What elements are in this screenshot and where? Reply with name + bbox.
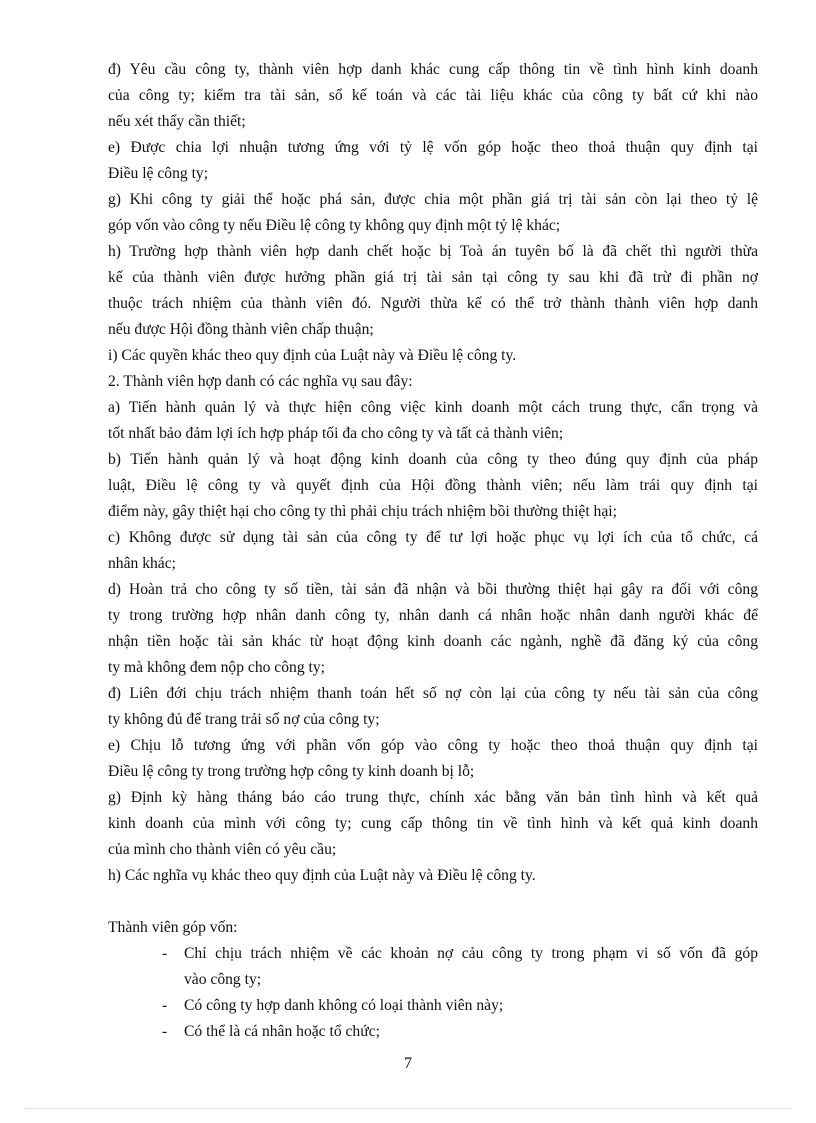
bullet-dash: - <box>162 945 168 962</box>
text-line: ty mà không đem nộp cho công ty; <box>108 659 325 676</box>
text-line: i) Các quyền khác theo quy định của Luật này và Điều lệ công ty. <box>108 347 517 364</box>
text-line: kế của thành viên được hưởng phần giá trị tài sản tại công ty sau khi đã trừ đi phần nợ <box>108 269 758 286</box>
text-line: ty không đủ để trang trải số nợ của công ty; <box>108 711 380 728</box>
bullet-text: Chỉ chịu trách nhiệm về các khoản nợ cảu công ty trong phạm vi số vốn đã góp <box>184 945 758 962</box>
text-line: b) Tiến hành quản lý và hoạt động kinh doanh của công ty theo đúng quy định của pháp <box>108 451 758 468</box>
text-line: của mình cho thành viên có yêu cầu; <box>108 841 337 858</box>
bullet-item <box>108 941 758 967</box>
text-line: Điều lệ công ty trong trường hợp công ty kinh doanh bị lỗ; <box>108 763 475 780</box>
section-heading: Thành viên góp vốn: <box>108 919 238 936</box>
page-bottom-border <box>24 1108 792 1109</box>
text-line: luật, Điều lệ công ty và quyết định của Hội đồng thành viên; nếu làm trái quy định tại <box>108 477 758 494</box>
text-line: thuộc trách nhiệm của thành viên đó. Người thừa kế có thể trở thành thành viên hợp danh <box>108 295 758 312</box>
bullet-item <box>108 1019 758 1045</box>
page-number: 7 <box>404 1055 412 1072</box>
body-text <box>108 57 758 889</box>
text-line: của công ty; kiểm tra tài sản, sổ kế toán và các tài liệu khác của công ty bất cứ khi nào <box>108 87 758 104</box>
text-line: đ) Yêu cầu công ty, thành viên hợp danh khác cung cấp thông tin về tình hình kinh doanh <box>108 61 758 78</box>
text-line: kinh doanh của mình với công ty; cung cấp thông tin về tình hình và kết quả kinh doanh <box>108 815 758 832</box>
text-line: góp vốn vào công ty nếu Điều lệ công ty không quy định một tỷ lệ khác; <box>108 217 561 234</box>
text-line: điểm này, gây thiệt hại cho công ty thì phải chịu trách nhiệm bồi thường thiệt hại; <box>108 503 617 520</box>
text-line: đ) Liên đới chịu trách nhiệm thanh toán hết số nợ còn lại của công ty nếu tài sản của công <box>108 685 758 702</box>
text-line: a) Tiến hành quản lý và thực hiện công việc kinh doanh một cách trung thực, cẩn trọng và <box>108 399 758 416</box>
text-line: d) Hoàn trả cho công ty số tiền, tài sản đã nhận và bồi thường thiệt hại gây ra đối với công <box>108 581 758 598</box>
text-line: nhân khác; <box>108 555 176 572</box>
text-line: nếu xét thấy cần thiết; <box>108 113 246 130</box>
text-line: e) Chịu lỗ tương ứng với phần vốn góp vào công ty hoặc theo thoả thuận quy định tại <box>108 737 758 754</box>
text-line: nếu được Hội đồng thành viên chấp thuận; <box>108 321 374 338</box>
paragraph-gap <box>108 889 758 915</box>
bullet-item <box>108 993 758 1019</box>
bullet-dash: - <box>162 997 168 1014</box>
text-line: nhận tiền hoặc tài sản khác từ hoạt động kinh doanh các ngành, nghề đã đăng ký của công <box>108 633 758 650</box>
bullet-text: Có công ty hợp danh không có loại thành viên này; <box>184 997 504 1014</box>
text-line: g) Định kỳ hàng tháng báo cáo trung thực, chính xác bằng văn bản tình hình và kết quả <box>108 789 758 806</box>
text-line: ty trong trường hợp nhân danh công ty, nhân danh cá nhân hoặc nhân danh người khác để <box>108 607 758 624</box>
text-line: e) Được chia lợi nhuận tương ứng với tỷ lệ vốn góp hoặc theo thoả thuận quy định tại <box>108 139 758 156</box>
text-line: Điều lệ công ty; <box>108 165 209 182</box>
bullet-text: Có thể là cá nhân hoặc tổ chức; <box>184 1023 380 1040</box>
text-line: c) Không được sử dụng tài sản của công ty để tư lợi hoặc phục vụ lợi ích của tổ chức, cá <box>108 529 758 546</box>
text-line: h) Các nghĩa vụ khác theo quy định của Luật này và Điều lệ công ty. <box>108 867 536 884</box>
text-line: 2. Thành viên hợp danh có các nghĩa vụ sau đây: <box>108 373 413 390</box>
text-line: tốt nhất bảo đảm lợi ích hợp pháp tối đa cho công ty và tất cả thành viên; <box>108 425 564 442</box>
text-line: g) Khi công ty giải thể hoặc phá sản, được chia một phần giá trị tài sản còn lại theo tỷ lệ <box>108 191 758 208</box>
bullet-dash: - <box>162 1023 168 1040</box>
text-line: h) Trường hợp thành viên hợp danh chết hoặc bị Toà án tuyên bố là đã chết thì người thừa <box>108 243 758 260</box>
document-page <box>108 57 758 1045</box>
bullet-item-continuation: vào công ty; <box>184 971 262 988</box>
